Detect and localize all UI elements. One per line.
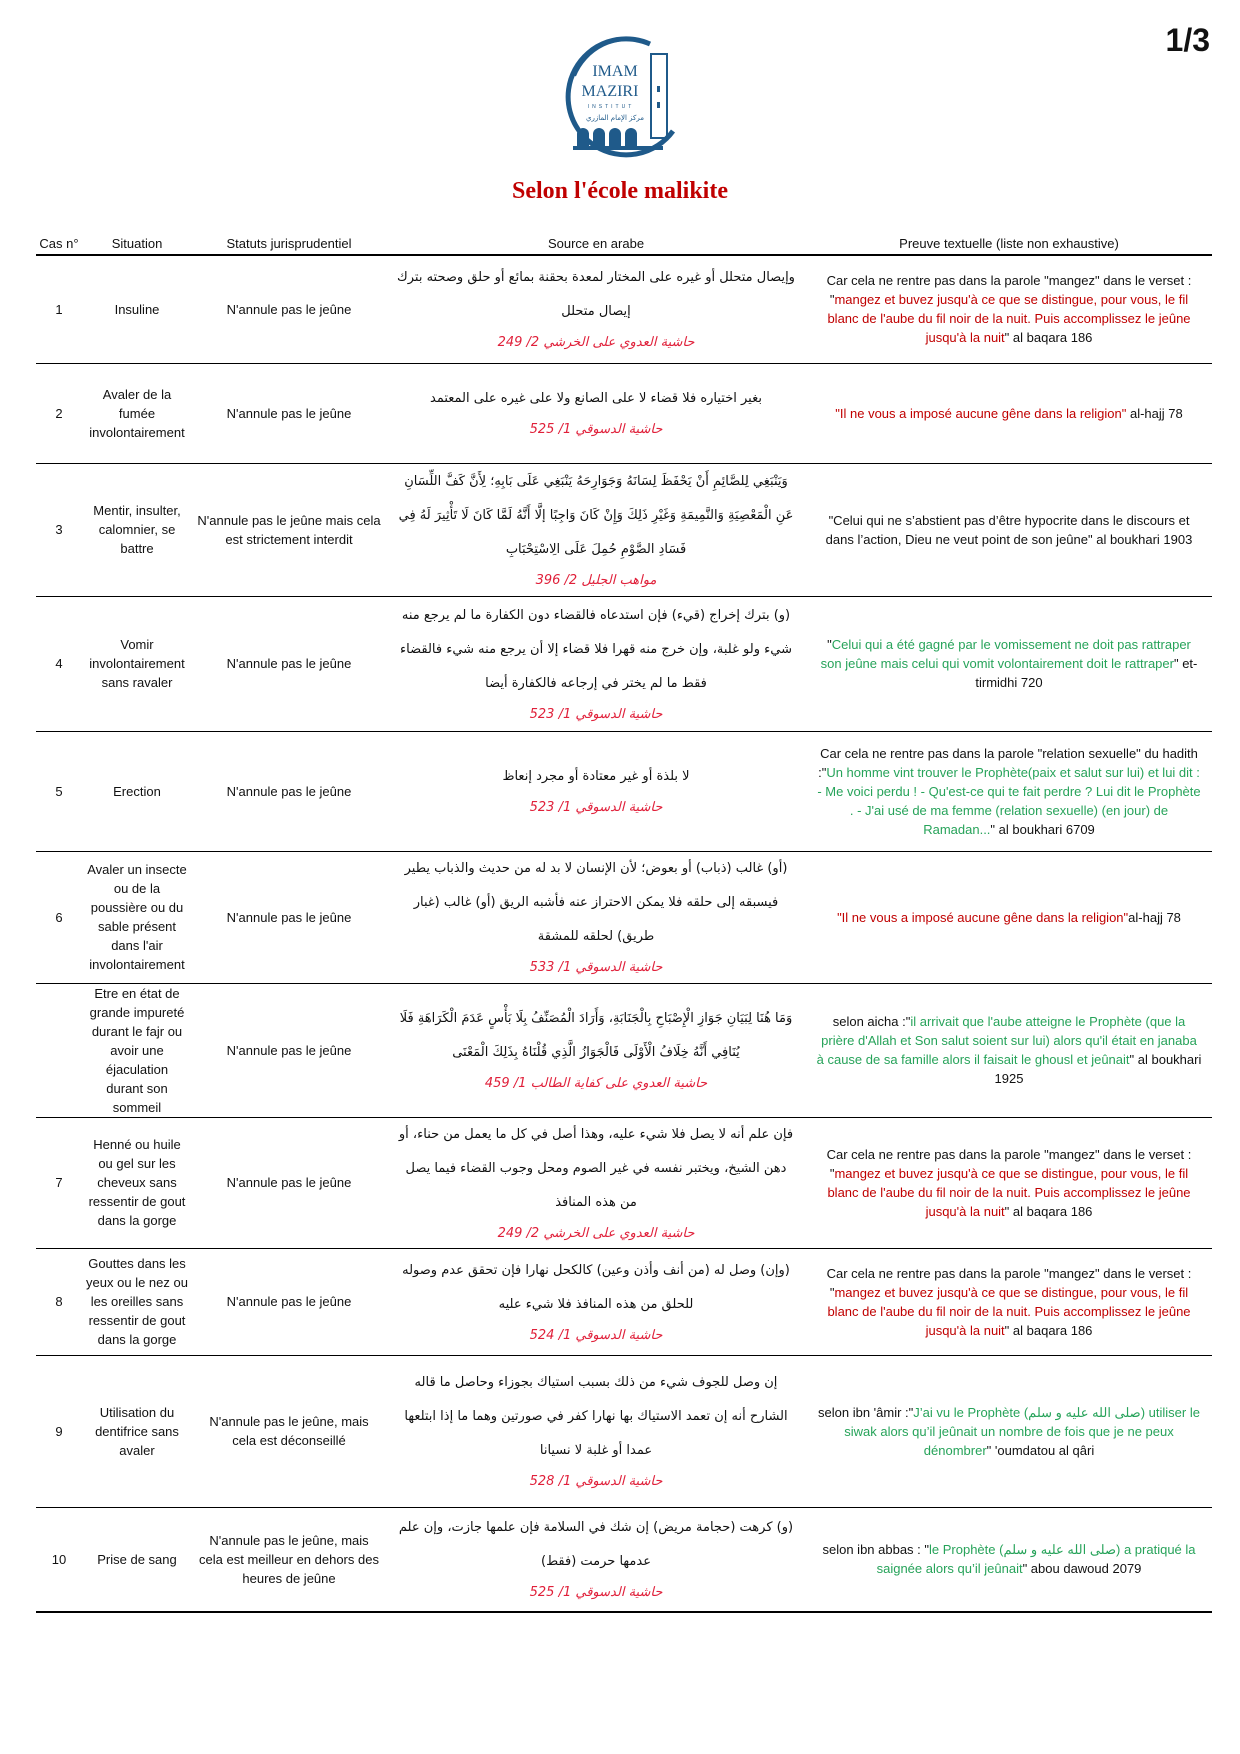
cell-statut: N'annule pas le jeûne bbox=[192, 363, 386, 463]
proof-text-segment: Celui qui a été gagné par le vomissement ne doit pas rattraper son jeûne mais celui qui vomit volontairement doit le rattraper bbox=[820, 637, 1191, 671]
cell-statut: N'annule pas le jeûne bbox=[192, 255, 386, 363]
cell-situation: Utilisation du dentifrice sans avaler bbox=[82, 1355, 192, 1507]
source-citation: حاشية العدوي على الخرشي 2/ 249 bbox=[497, 1225, 695, 1241]
proof-text-segment: Car cela ne rentre pas dans la parole "relation sexuelle" du hadith :" bbox=[818, 745, 1198, 780]
header-preuve: Preuve textuelle (liste non exhaustive) bbox=[806, 228, 1212, 255]
header-source: Source en arabe bbox=[386, 228, 806, 255]
arabic-source-text: (و) بترك إخراج (قيء) فإن استدعاه فالقضاء دون الكفارة ما لم يرجع منه شيء ولو غلبة، وإن خرج منه قهرا فلا قضاء إلا أن يرجع منه شيء فالقضاء فقط ما لم يختر في إرجاعه فالكفارة أيضا bbox=[400, 607, 792, 691]
proof-text-segment: " al baqara 186 bbox=[1004, 330, 1093, 346]
proof-text-segment: mangez et buvez jusqu'à ce que se distingue, pour vous, le fil blanc de l'aube du fil noir de la nuit. Puis accomplissez le jeûne jusqu'à la nuit bbox=[827, 1284, 1191, 1338]
proof-text-segment: al-hajj 78 bbox=[1128, 909, 1181, 925]
cell-source bbox=[386, 463, 806, 596]
cell-situation: Henné ou huile ou gel sur les cheveux sans ressentir de gout dans la gorge bbox=[82, 1117, 192, 1248]
source-citation: حاشية العدوي على كفاية الطالب 1/ 459 bbox=[484, 1076, 708, 1091]
source-citation: حاشية الدسوقي 1/ 523 bbox=[529, 706, 663, 722]
cell-source bbox=[386, 983, 806, 1117]
cell-cas: 8 bbox=[36, 1248, 82, 1355]
logo-text-imam: IMAM bbox=[592, 63, 638, 80]
cell-cas: 4 bbox=[36, 596, 82, 731]
cell-cas: 9 bbox=[36, 1355, 82, 1507]
cell-cas: 5 bbox=[36, 731, 82, 851]
cell-situation: Insuline bbox=[82, 255, 192, 363]
cell-situation: Avaler un insecte ou de la poussière ou du sable présent dans l'air involontairement bbox=[82, 851, 192, 983]
cell-situation: Prise de sang bbox=[82, 1507, 192, 1612]
cell-source bbox=[386, 255, 806, 363]
cell-preuve bbox=[806, 851, 1212, 983]
cell-preuve bbox=[806, 1355, 1212, 1507]
cell-preuve bbox=[806, 1248, 1212, 1355]
cell-cas: 2 bbox=[36, 363, 82, 463]
rulings-table bbox=[36, 228, 1212, 1613]
cell-statut: N'annule pas le jeûne bbox=[192, 983, 386, 1117]
table-row bbox=[36, 1117, 1212, 1248]
cell-cas: 7 bbox=[36, 1117, 82, 1248]
proof-text-segment: selon ibn 'âmir :" bbox=[818, 1404, 914, 1420]
cell-source bbox=[386, 731, 806, 851]
source-citation: حاشية العدوي على الخرشي 2/ 249 bbox=[497, 335, 695, 351]
proof-text-segment: "Il ne vous a imposé aucune gêne dans la religion" bbox=[837, 909, 1129, 925]
source-citation: حاشية الدسوقي 1/ 523 bbox=[529, 800, 663, 815]
page-title: Selon l'école malikite bbox=[512, 178, 728, 204]
table-header-row bbox=[36, 228, 1212, 255]
logo-text-maziri: MAZIRI bbox=[581, 83, 639, 100]
arabic-source-text: وَيَنْبَغِي لِلصَّائِمِ أَنْ يَحْفَظَ لِسَانَهُ وَجَوَارِحَهُ يَنْبَغِي عَلَى بَابِهِ؛ لِأَنَّ كَفَّ اللِّسَانِ عَنِ الْمَعْصِيَةِ وَالنَّمِيمَةِ وَغَيْرِ ذَلِكَ وَإِنْ كَانَ وَاجِبًا إلَّا أَنَّهُ لَمَّا كَانَ لَا تَأْثِيرَ لَهُ فِي فَسَادِ الصَّوْمِ حُمِلَ عَلَى الِاسْتِحْبَابِ bbox=[398, 473, 794, 557]
cell-cas bbox=[36, 983, 82, 1117]
table-row bbox=[36, 1507, 1212, 1612]
table-row bbox=[36, 1248, 1212, 1355]
source-citation: حاشية الدسوقي 1/ 525 bbox=[529, 422, 663, 437]
table-row bbox=[36, 731, 1212, 851]
proof-text-segment: Car cela ne rentre pas dans la parole "mangez" dans le verset : " bbox=[826, 1265, 1192, 1300]
cell-statut: N'annule pas le jeûne bbox=[192, 851, 386, 983]
cell-source bbox=[386, 1248, 806, 1355]
cell-source bbox=[386, 363, 806, 463]
cell-statut: N'annule pas le jeûne bbox=[192, 1117, 386, 1248]
proof-text-segment: selon aicha :" bbox=[832, 1014, 911, 1029]
source-citation: حاشية الدسوقي 1/ 525 bbox=[529, 1585, 663, 1601]
proof-text-segment: Un homme vint trouver le Prophète(paix et salut sur lui) et lui dit : - Me voici perdu ! - Qu'est-ce qui te fait perdre ? Lui dit le Prophète . - J'ai usé de ma femme (relation sexuelle) (en jour) de Ramadan... bbox=[817, 764, 1201, 837]
cell-preuve bbox=[806, 1507, 1212, 1612]
arabic-source-text: بغير اختياره فلا قضاء لا على الصانع ولا على غيره على المعتمد bbox=[430, 391, 762, 406]
arabic-source-text: إن وصل للجوف شيء من ذلك بسبب استياك بجوزاء وحاصل ما قاله الشارح أنه إن تعمد الاستياك بها نهارا كفر في صورتين وهما ما إذا ابتلعها عمدا أو غلبة لا نسيانا bbox=[404, 1375, 788, 1458]
cell-source bbox=[386, 1507, 806, 1612]
cell-situation: Gouttes dans les yeux ou le nez ou les oreilles sans ressentir de gout dans la gorge bbox=[82, 1248, 192, 1355]
cell-statut: N'annule pas le jeûne, mais cela est déconseillé bbox=[192, 1355, 386, 1507]
cell-source bbox=[386, 1355, 806, 1507]
source-citation: حاشية الدسوقي 1/ 528 bbox=[529, 1474, 663, 1489]
header-cas: Cas n° bbox=[36, 228, 82, 255]
table-row bbox=[36, 463, 1212, 596]
cell-statut: N'annule pas le jeûne, mais cela est meilleur en dehors des heures de jeûne bbox=[192, 1507, 386, 1612]
cell-statut: N'annule pas le jeûne bbox=[192, 731, 386, 851]
table-row bbox=[36, 983, 1212, 1117]
proof-text-segment: " 'oumdatou al qâri bbox=[986, 1442, 1095, 1458]
proof-text-segment: J’ai vu le Prophète (صلى الله عليه و سلم) utiliser le siwak alors qu’il jeûnait un nombre de fois que je ne peux dénombrer bbox=[844, 1404, 1200, 1458]
proof-text-segment: al-hajj 78 bbox=[1126, 405, 1183, 421]
cell-situation: Erection bbox=[82, 731, 192, 851]
table-row bbox=[36, 851, 1212, 983]
cell-preuve bbox=[806, 983, 1212, 1117]
proof-text-segment: le Prophète (صلى الله عليه و سلم) a pratiqué la saignée alors qu’il jeûnait bbox=[876, 1542, 1196, 1577]
proof-text-segment: Car cela ne rentre pas dans la parole "mangez" dans le verset : " bbox=[826, 273, 1192, 308]
cell-preuve bbox=[806, 731, 1212, 851]
logo-text-institut: INSTITUT bbox=[587, 104, 635, 110]
cell-statut: N'annule pas le jeûne mais cela est strictement interdit bbox=[192, 463, 386, 596]
cell-situation: Etre en état de grande impureté durant le fajr ou avoir une éjaculation durant son sommeil bbox=[82, 983, 192, 1117]
cell-source bbox=[386, 596, 806, 731]
cell-cas: 10 bbox=[36, 1507, 82, 1612]
proof-text-segment: mangez et buvez jusqu'à ce que se distingue, pour vous, le fil blanc de l'aube du fil noir de la nuit. Puis accomplissez le jeûne jusqu'à la nuit bbox=[827, 292, 1191, 346]
source-citation: حاشية الدسوقي 1/ 524 bbox=[529, 1327, 663, 1343]
proof-text-segment: il arrivait que l'aube atteigne le Prophète (que la prière d'Allah et Son salut soient sur lui) alors qu'il était en janaba à cause de sa famille alors il faisait le ghousl et jeûnait bbox=[816, 1014, 1197, 1067]
proof-text-segment: " bbox=[827, 637, 832, 652]
proof-text-segment: " abou dawoud 2079 bbox=[1022, 1561, 1142, 1577]
proof-text-segment: " al boukhari 1925 bbox=[994, 1052, 1202, 1086]
source-citation: مواهب الجليل 2/ 396 bbox=[535, 572, 657, 588]
logo-text-arabic: مركز الإمام المازري bbox=[586, 114, 644, 122]
proof-text-segment: " al boukhari 6709 bbox=[990, 821, 1095, 837]
cell-situation: Avaler de la fumée involontairement bbox=[82, 363, 192, 463]
table-row bbox=[36, 255, 1212, 363]
institute-logo bbox=[555, 36, 695, 166]
cell-cas: 6 bbox=[36, 851, 82, 983]
arabic-source-text: (وإن) وصل له (من أنف وأذن وعين) كالكحل نهارا فإن تحقق عدم وصوله للحلق من هذه المنافذ فلا شيء عليه bbox=[402, 1262, 790, 1312]
table-row bbox=[36, 363, 1212, 463]
table-row bbox=[36, 1355, 1212, 1507]
cell-preuve bbox=[806, 363, 1212, 463]
cell-preuve bbox=[806, 1117, 1212, 1248]
cell-cas: 3 bbox=[36, 463, 82, 596]
proof-text-segment: Car cela ne rentre pas dans la parole "mangez" dans le verset : " bbox=[826, 1146, 1192, 1181]
proof-text-segment: " al baqara 186 bbox=[1004, 1322, 1093, 1338]
cell-situation: Mentir, insulter, calomnier, se battre bbox=[82, 463, 192, 596]
proof-text-segment: "Celui qui ne s’abstient pas d’être hypocrite dans le discours et dans l’action, Dieu ne veut point de son jeûne" al boukhari 1903 bbox=[825, 512, 1193, 547]
arabic-source-text: وإيصال متحلل أو غيره على المختار لمعدة بحقنة بمائع أو حلق وصحته بترك إيصال متحلل bbox=[397, 270, 795, 320]
arabic-source-text: وَمَا هُنَا لِبَيَانِ جَوَازِ الْإِصْبَاحِ بِالْجَنَابَةِ، وَأَرَادَ الْمُصَنِّفُ بِلَا بَأْسٍ عَدَمَ الْكَرَاهَةِ فَلَا يُنَافِي أَنَّهُ خِلَافُ الْأَوْلَى فَالْجَوَازُ الَّذِي قُلْنَاهُ بِذَلِكَ الْمَعْنَى bbox=[399, 1011, 793, 1060]
proof-text-segment: " et-tirmidhi 720 bbox=[975, 656, 1198, 690]
arabic-source-text: فإن علم أنه لا يصل فلا شيء عليه، وهذا أصل في كل ما يعمل من حناء، أو دهن الشيخ، ويختبر نفسه في غير الصوم ومحل وجوب القضاء فيما يصل من هذه المنافذ bbox=[398, 1126, 794, 1210]
source-citation: حاشية الدسوقي 1/ 533 bbox=[529, 960, 663, 975]
cell-preuve bbox=[806, 463, 1212, 596]
cell-statut: N'annule pas le jeûne bbox=[192, 1248, 386, 1355]
cell-preuve bbox=[806, 255, 1212, 363]
proof-text-segment: " al baqara 186 bbox=[1004, 1203, 1093, 1219]
arabic-source-text: (أو) غالب (ذباب) أو بعوض؛ لأن الإنسان لا بد له من حديث والذباب يطير فيسبقه إلى حلقه فلا يمكن الاحتراز عنه فأشبه الريق (أو) غالب (غبار طريق) لحلقه للمشقة bbox=[404, 861, 788, 944]
proof-text-segment: mangez et buvez jusqu'à ce que se distingue, pour vous, le fil blanc de l'aube du fil noir de la nuit. Puis accomplissez le jeûne jusqu'à la nuit bbox=[827, 1165, 1191, 1219]
cell-preuve bbox=[806, 596, 1212, 731]
arabic-source-text: (و) كرهت (حجامة مريض) إن شك في السلامة فإن علمها جازت، وإن علم عدمها حرمت (فقط) bbox=[398, 1520, 794, 1570]
cell-statut: N'annule pas le jeûne bbox=[192, 596, 386, 731]
page-number: 1/3 bbox=[1165, 22, 1210, 58]
cell-situation: Vomir involontairement sans ravaler bbox=[82, 596, 192, 731]
header-situation: Situation bbox=[82, 228, 192, 255]
proof-text-segment: "Il ne vous a imposé aucune gêne dans la religion" bbox=[835, 405, 1127, 421]
header-statut: Statuts jurisprudentiel bbox=[192, 228, 386, 255]
cell-source bbox=[386, 851, 806, 983]
table-row bbox=[36, 596, 1212, 731]
arabic-source-text: لا بلذة أو غير معتادة أو مجرد إنعاظ bbox=[502, 769, 690, 784]
proof-text-segment: selon ibn abbas : " bbox=[822, 1542, 930, 1558]
cell-cas: 1 bbox=[36, 255, 82, 363]
cell-source bbox=[386, 1117, 806, 1248]
